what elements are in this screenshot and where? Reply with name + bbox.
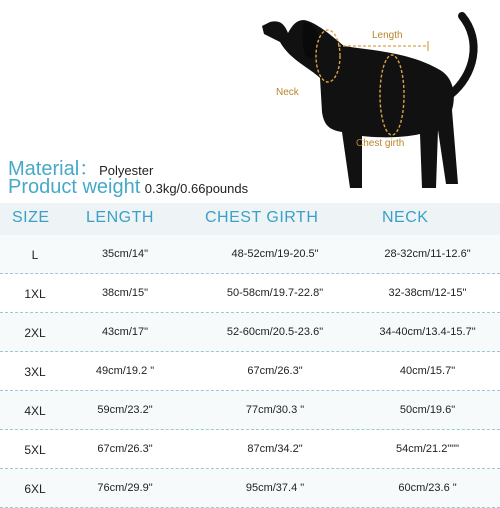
material-value: Polyester bbox=[99, 163, 154, 178]
table-row bbox=[0, 235, 500, 274]
cell-size: 1XL bbox=[24, 287, 46, 301]
cell-neck: 32-38cm/12-15" bbox=[388, 287, 467, 299]
cell-chest-girth: 52-60cm/20.5-23.6" bbox=[226, 326, 324, 338]
cell-length: 67cm/26.3" bbox=[97, 443, 153, 455]
weight-line bbox=[8, 176, 308, 199]
material-key: Material： bbox=[8, 158, 100, 180]
table-row bbox=[0, 313, 500, 352]
header-size: SIZE bbox=[12, 209, 50, 226]
cell-neck: 28-32cm/11-12.6" bbox=[384, 248, 471, 260]
length-label: Length bbox=[372, 30, 403, 41]
cell-chest-girth: 77cm/30.3 " bbox=[245, 404, 305, 416]
table-row bbox=[0, 274, 500, 313]
cell-size: 2XL bbox=[24, 326, 46, 340]
cell-length: 43cm/17" bbox=[101, 326, 149, 338]
neck-label: Neck bbox=[276, 87, 299, 98]
cell-chest-girth: 50-58cm/19.7-22.8" bbox=[226, 287, 324, 299]
header-neck: NECK bbox=[382, 209, 429, 226]
cell-length: 49cm/19.2 " bbox=[95, 365, 155, 377]
chest-girth-label: Chest girth bbox=[356, 138, 405, 149]
cell-chest-girth: 67cm/26.3" bbox=[247, 365, 303, 377]
cell-size: 3XL bbox=[24, 365, 46, 379]
cell-chest-girth: 87cm/34.2" bbox=[247, 443, 303, 455]
cell-neck: 60cm/23.6 " bbox=[398, 482, 457, 494]
cell-chest-girth: 48-52cm/19-20.5" bbox=[231, 248, 319, 260]
table-body bbox=[0, 235, 500, 508]
table-row bbox=[0, 469, 500, 508]
cell-size: 6XL bbox=[24, 482, 46, 496]
cell-neck: 54cm/21.2""" bbox=[395, 443, 460, 455]
cell-length: 35cm/14" bbox=[101, 248, 149, 260]
cell-size: 5XL bbox=[24, 443, 46, 457]
cell-neck: 40cm/15.7" bbox=[399, 365, 456, 377]
cell-neck: 50cm/19.6" bbox=[399, 404, 456, 416]
cell-size: 4XL bbox=[24, 404, 46, 418]
table-row bbox=[0, 430, 500, 469]
header-chest-girth: CHEST GIRTH bbox=[205, 209, 319, 226]
table-header bbox=[0, 203, 500, 235]
header-length: LENGTH bbox=[86, 209, 154, 226]
cell-length: 38cm/15" bbox=[101, 287, 149, 299]
size-chart-table bbox=[0, 203, 500, 508]
weight-value: 0.3kg/0.66pounds bbox=[144, 181, 249, 196]
table-row bbox=[0, 352, 500, 391]
cell-neck: 34-40cm/13.4-15.7" bbox=[379, 326, 476, 338]
cell-size: L bbox=[31, 248, 39, 262]
table-row bbox=[0, 391, 500, 430]
cell-chest-girth: 95cm/37.4 " bbox=[245, 482, 305, 494]
cell-length: 59cm/23.2" bbox=[97, 404, 153, 416]
weight-key: Product weight bbox=[8, 176, 141, 198]
cell-length: 76cm/29.9" bbox=[97, 482, 153, 494]
